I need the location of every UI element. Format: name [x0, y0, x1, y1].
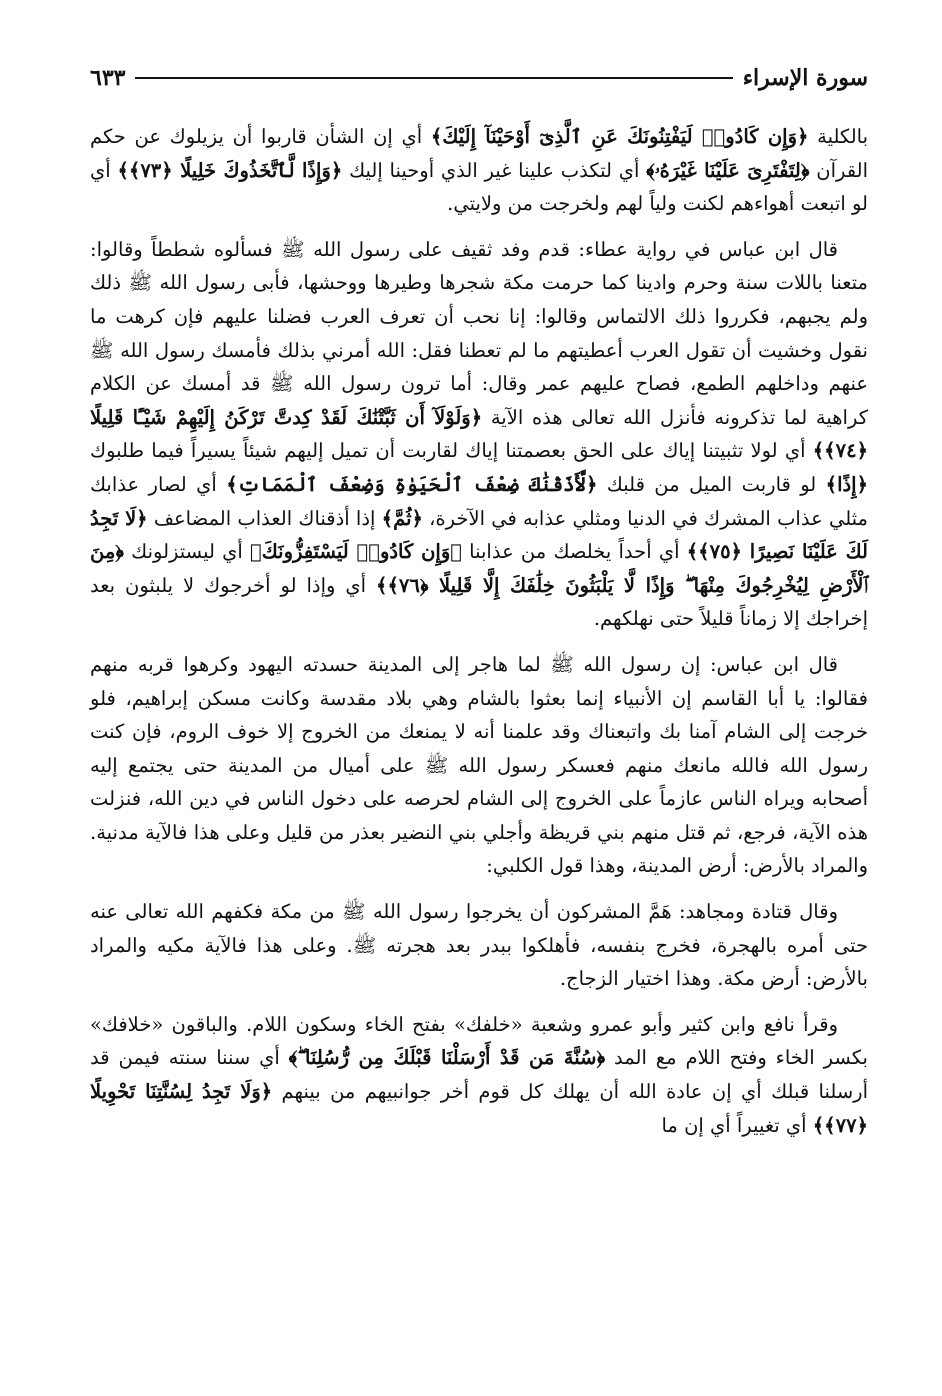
commentary-text: أي تغييراً أي إن ما	[661, 1113, 813, 1137]
quran-verse: ﴿سُنَّةَ مَن قَدْ أَرْسَلْنَا قَبْلَكَ مِن رُّسُلِنَا ۖ﴾	[288, 1046, 606, 1070]
quran-verse: ﴿ثُمَّ﴾	[381, 506, 423, 530]
paragraph	[90, 895, 868, 996]
quran-verse: ﴿إِذًا﴾	[825, 472, 869, 496]
commentary-text: أي ليستزلونك	[123, 540, 251, 564]
quran-verse: ﴿لِتَفْتَرِىَ عَلَيْنَا غَيْرَهُۥ﴾	[646, 158, 810, 182]
quran-verse: ﴿وَلَا تَجِدُ لِسُنَّتِنَا تَحْوِيلًا ﴿٧٧﴾﴾	[90, 1080, 868, 1137]
commentary-text: قال ابن عباس: إن رسول الله ﷺ لما هاجر إلى المدينة حسدته اليهود وكرهوا قربه منهم فقالوا: يا أبا القاسم إن الأنبياء إنما بعثوا بالشام وهي بلاد مقدسة وكانت مسكن إبراهيم، فلو خرجت إلى الشام آمنا بك واتبعناك وقد علمنا أنه لا يمنعك من الخروج إلا خوف الروم، فإن كنت رسول الله فالله مانعك منهم فعسكر رسول الله ﷺ على أميال من المدينة حتى يجتمع إليه أصحابه ويراه الناس عازماً على الخروج إلى الشام لحرصه على دخول الناس في دين الله، فنزلت هذه الآية، فرجع، ثم قتل منهم بني قريظة وأجلي بني النضير بعذر من قليل وعلى هذا فالآية مدنية. والمراد بالأرض: أرض المدينة، وهذا قول الكلبي:	[90, 652, 868, 878]
quran-verse: ﴿لَّأَذَقْنَٰكَ ضِعْفَ ٱلْحَيَوٰةِ وَضِعْفَ ٱلْمَمَاتِ﴾	[226, 472, 598, 496]
commentary-text: أي أحداً يخلصك من عذابنا	[461, 540, 687, 564]
paragraph	[90, 648, 868, 883]
quran-verse: ﴿وَلَوْلَآ أَن ثَبَّتْنَٰكَ لَقَدْ كِدتَّ تَرْكَنُ إِلَيْهِمْ شَيْـًٔا قَلِيلًا ﴿٧٤﴾﴾	[90, 405, 868, 463]
commentary-text: أي وإذا لو أخرجوك لا يلبثون بعد إخراجك إلا زماناً قليلاً حتى نهلكهم.	[90, 573, 868, 631]
commentary-text: لو قاربت الميل من قلبك	[597, 472, 826, 496]
commentary-text: وقال قتادة ومجاهد: هَمَّ المشركون أن يخرجوا رسول الله ﷺ من مكة فكفهم الله تعالى عنه حتى أمره بالهجرة، فخرج بنفسه، فأهلكوا ببدر بعد هجرته ﷺ. وعلى هذا فالآية مكيه والمراد بالأرض: أرض مكة. وهذا اختيار الزجاج.	[90, 900, 868, 991]
surah-name: سورة الإسراء	[742, 65, 868, 91]
quran-verse: ﴿مِنَ ٱلْأَرْضِ لِيُخْرِجُوكَ مِنْهَا ۖ وَإِذًا لَّا يَلْبَثُونَ خِلَٰفَكَ إِلَّا قَلِيلًا ﴿٧٦﴾﴾	[90, 540, 868, 597]
header-rule	[135, 77, 732, 79]
commentary-text: أي لو اتبعت أهواءهم لكنت ولياً لهم ولخرجت من ولايتي.	[90, 158, 868, 216]
commentary-text: أي لولا تثبيتنا إياك على الحق بعصمتنا إياك لقاربت أن تميل إليهم شيئاً يسيراً فيما طلبوك	[90, 439, 813, 463]
quran-verse: ﴿وَإِذًا لَّٱتَّخَذُوكَ خَلِيلًا ﴿٧٣﴾﴾	[117, 158, 343, 182]
paragraph	[90, 1008, 868, 1142]
commentary-text: قال ابن عباس في رواية عطاء: قدم وفد ثقيف على رسول الله ﷺ فسألوه شططاً وقالوا: متعنا باللات سنة وحرم وادينا كما حرمت مكة شجرها وطيرها ووحشها، فأبى رسول الله ﷺ ذلك ولم يجبهم، فكرروا ذلك الالتماس وقالوا: إنا نحب أن تعرف العرب فضلنا عليهم فإن كرهت ما نقول وخشيت أن تقول العرب أعطيتهم ما لم تعطنا فقل: الله أمرني بذلك فأمسك رسول الله ﷺ عنهم وداخلهم الطمع، فصاح عليهم عمر وقال: أما ترون رسول الله ﷺ قد أمسك عن الكلام كراهية لما تذكرونه فأنزل الله تعالى هذه الآية	[90, 237, 868, 429]
quran-verse: ﴿لَا تَجِدُ لَكَ عَلَيْنَا نَصِيرًا ﴿٧٥﴾﴾	[90, 506, 868, 564]
commentary-text: أي سننا سنته فيمن قد أرسلنا قبلك أي إن عادة الله أن يهلك كل قوم أخر جوانبيهم من بينهم	[90, 1046, 868, 1104]
page-number: ٦٣٣	[90, 65, 126, 91]
running-header	[90, 58, 868, 98]
paragraph	[90, 120, 868, 221]
commentary-text: بالكلية	[808, 125, 868, 148]
commentary-text: إذا أذقناك العذاب المضاعف	[147, 506, 382, 530]
quran-verse: ﴿وَإِن كَادُوا۟ لَيَفْتِنُونَكَ عَنِ ٱلَّذِىٓ أَوْحَيْنَآ إِلَيْكَ﴾	[430, 125, 809, 148]
commentary-text: أي لصار عذابك مثلي عذاب المشرك في الدنيا ومثلي عذابه في الآخرة،	[90, 472, 868, 530]
quran-verse: ﴿وَإِن كَادُوا۟ لَيَسْتَفِزُّونَكَ﴾	[250, 540, 462, 564]
paragraph	[90, 233, 868, 636]
commentary-text: أي لتكذب علينا غير الذي أوحينا إليك	[342, 158, 647, 182]
commentary-text: أي إن الشأن قاربوا أن يزيلوك عن حكم القرآن	[90, 125, 869, 182]
commentary-text: وقرأ نافع وابن كثير وأبو عمرو وشعبة «خلفك» بفتح الخاء وسكون اللام. والباقون «خلافك» بكسر الخاء وفتح اللام مع المد	[90, 1012, 868, 1070]
page-body	[90, 120, 868, 1142]
